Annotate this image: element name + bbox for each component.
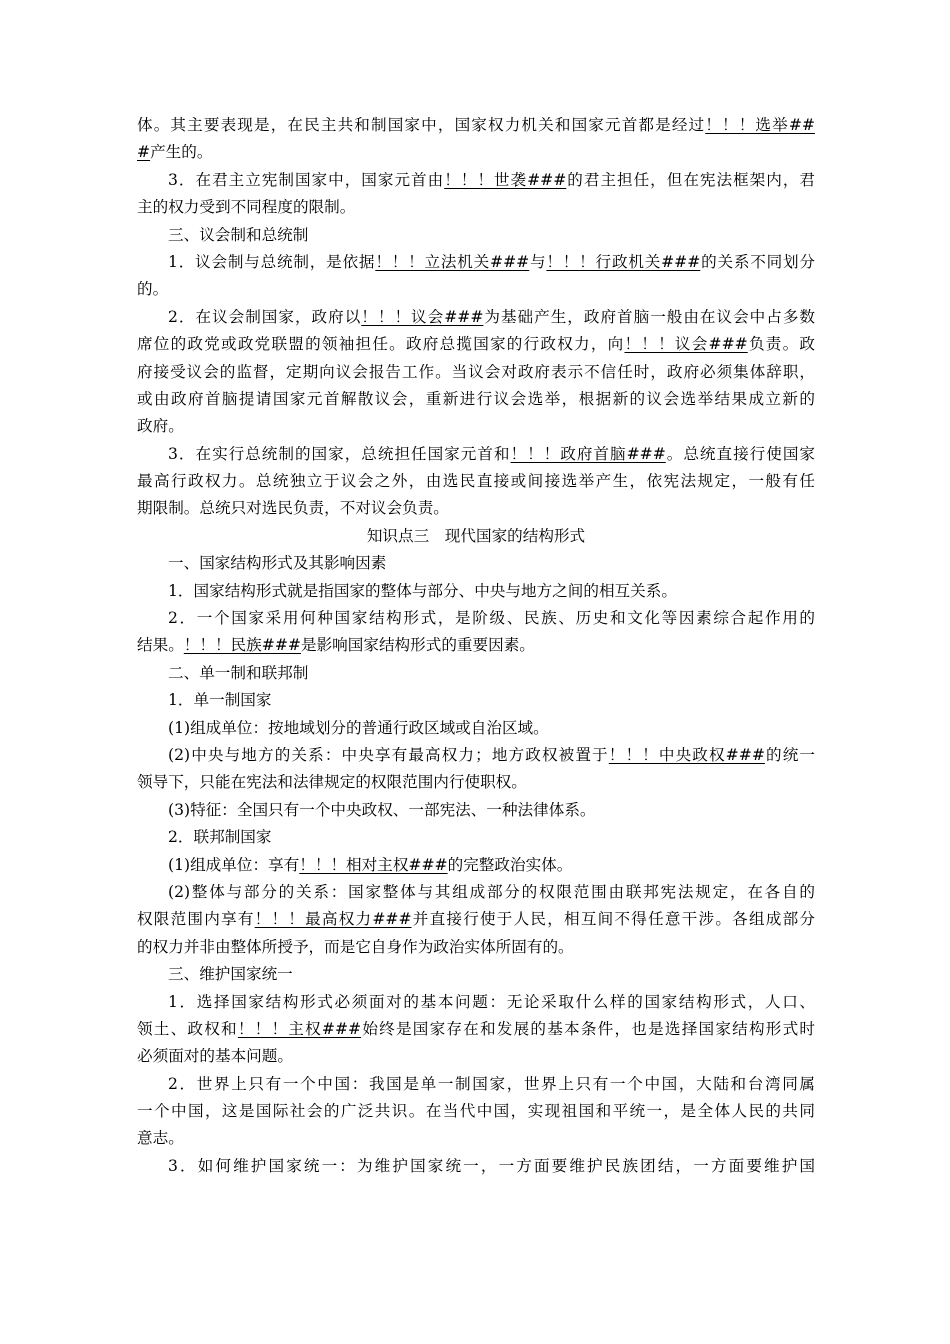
text: (1)组成单位：按地域划分的普通行政区域或自治区域。 (168, 718, 549, 737)
text: 领土、政权和 (137, 1019, 238, 1038)
text-line (137, 1043, 815, 1070)
text-line (137, 441, 815, 468)
text: 知识点三 现代国家的结构形式 (366, 526, 586, 545)
section-heading (137, 961, 815, 988)
text-line (137, 359, 815, 386)
text: 的统一 (764, 745, 815, 764)
text: 府接受议会的监督，定期向议会报告工作。当议会对政府表示不信任时，政府必须集体辞职， (137, 362, 815, 381)
text: 必须面对的基本问题。 (137, 1047, 293, 1066)
text: 并直接行使于人民，相互间不得任意干涉。各组成部分 (411, 910, 815, 929)
text: 领导下，只能在宪法和法律规定的权限范围内行使职权。 (137, 773, 527, 792)
text: 1．选择国家结构形式必须面对的基本问题：无论采取什么样的国家结构形式，人口、 (168, 992, 815, 1011)
blank-answer: # (137, 143, 151, 162)
text: 1．单一制国家 (168, 691, 272, 710)
text: 三、议会制和总统制 (168, 225, 309, 244)
text-line (137, 797, 815, 824)
text: 的君主担任，但在宪法框架内，君 (566, 170, 815, 189)
text: 的完整政治实体。 (447, 855, 573, 874)
text: 2．联邦制国家 (168, 828, 272, 847)
text: 结果。 (137, 636, 184, 655)
text: 权限范围内享有 (137, 910, 255, 929)
text: 一、国家结构形式及其影响因素 (168, 554, 387, 573)
text-line (137, 167, 815, 194)
text-line (137, 249, 815, 276)
blank-answer: ！！！相对主权### (299, 855, 448, 874)
text: 体。其主要表现是，在民主共和制国家中，国家权力机关和国家元首都是经过 (137, 116, 706, 134)
blank-answer: ！！！中央政权### (608, 745, 765, 764)
text-line (137, 194, 815, 221)
text: (1)组成单位：享有 (168, 855, 300, 874)
text-line (137, 1125, 815, 1152)
text: 负责。政 (747, 335, 815, 354)
text-line (137, 879, 815, 906)
blank-answer: ！！！政府首脑### (510, 444, 666, 463)
blank-answer: ！！！世袭### (444, 170, 567, 189)
text: 1．国家结构形式就是指国家的整体与部分、中央与地方之间的相互关系。 (168, 581, 677, 600)
text-line (137, 769, 815, 796)
text: 。总统直接行使国家 (665, 444, 816, 463)
text: 2．世界上只有一个中国：我国是单一制国家，世界上只有一个中国，大陆和台湾同属 (168, 1074, 815, 1093)
text: 是影响国家结构形式的重要因素。 (300, 636, 535, 655)
text-line (137, 578, 815, 605)
text-line (137, 331, 815, 358)
text-line (137, 112, 815, 139)
blank-answer: ！！！议会### (624, 335, 748, 354)
text: (3)特征：全国只有一个中央政权、一部宪法、一种法律体系。 (168, 800, 596, 819)
text-line (137, 413, 815, 440)
document-page (137, 112, 815, 1180)
subsection-heading (137, 824, 815, 851)
text-line (137, 495, 815, 522)
text: 主的权力受到不同程度的限制。 (137, 198, 356, 217)
text: 3．在君主立宪制国家中，国家元首由 (168, 170, 445, 189)
text-line (137, 742, 815, 769)
text: 的权力并非由整体所授予，而是它自身作为政治实体所固有的。 (137, 937, 574, 956)
text: 最高行政权力。总统独立于议会之外，由选民直接或间接选举产生，依宪法规定，一般有任 (137, 472, 815, 491)
knowledge-point-title (137, 523, 815, 550)
text-line (137, 989, 815, 1016)
text: 的关系不同划分 (700, 252, 815, 271)
text-line (137, 139, 815, 166)
blank-answer: ！！！最高权力### (254, 910, 412, 929)
text-line (137, 906, 815, 933)
text: 与 (529, 252, 547, 271)
section-heading (137, 222, 815, 249)
section-heading (137, 550, 815, 577)
blank-answer: ！！！议会### (361, 307, 484, 326)
text: (2)中央与地方的关系：中央享有最高权力；地方政权被置于 (168, 745, 609, 764)
text: 政府。 (137, 417, 184, 436)
text-line (137, 632, 815, 659)
text: 始终是国家存在和发展的基本条件，也是选择国家结构形式时 (361, 1019, 815, 1038)
text-line (137, 1071, 815, 1098)
text-line (137, 852, 815, 879)
text: 意志。 (137, 1129, 184, 1148)
text: 2．在议会制国家，政府以 (168, 307, 362, 326)
text: (2)整体与部分的关系：国家整体与其组成部分的权限范围由联邦宪法规定，在各自的 (168, 882, 815, 901)
blank-answer: ！！！行政机关### (546, 252, 701, 271)
text-line (137, 715, 815, 742)
blank-answer: ！！！立法机关### (375, 252, 530, 271)
text: 的。 (137, 280, 169, 299)
text-line (137, 934, 815, 961)
text: 3．在实行总统制的国家，总统担任国家元首和 (168, 444, 511, 463)
text: 或由政府首脑提请国家元首解散议会，重新进行议会选举，根据新的议会选举结果成立新的 (137, 389, 815, 408)
subsection-heading (137, 687, 815, 714)
blank-answer: ！！！主权### (237, 1019, 362, 1038)
text-line (137, 1016, 815, 1043)
text: 1．议会制与总统制，是依据 (168, 252, 376, 271)
text: 期限制。总统只对选民负责，不对议会负责。 (137, 499, 449, 518)
text: 三、维护国家统一 (168, 965, 293, 984)
text: 为基础产生，政府首脑一般由在议会中占多数 (483, 307, 816, 326)
text: 二、单一制和联邦制 (168, 663, 309, 682)
text-line (137, 1098, 815, 1125)
blank-answer: ！！！选举## (705, 116, 815, 134)
text: 3．如何维护国家统一：为维护国家统一，一方面要维护民族团结，一方面要维护国 (168, 1156, 815, 1175)
text: 一个中国，这是国际社会的广泛共识。在当代中国，实现祖国和平统一，是全体人民的共同 (137, 1102, 815, 1121)
text-line (137, 386, 815, 413)
text-line (137, 276, 815, 303)
text-line (137, 468, 815, 495)
text-line (137, 304, 815, 331)
text: 产生的。 (150, 143, 213, 162)
text-line (137, 605, 815, 632)
blank-answer: ！！！民族### (183, 636, 301, 655)
text: 2．一个国家采用何种国家结构形式，是阶级、民族、历史和文化等因素综合起作用的 (168, 609, 815, 628)
section-heading (137, 660, 815, 687)
text-line (137, 1153, 815, 1180)
text: 席位的政党或政党联盟的领袖担任。政府总揽国家的行政权力，向 (137, 335, 625, 354)
